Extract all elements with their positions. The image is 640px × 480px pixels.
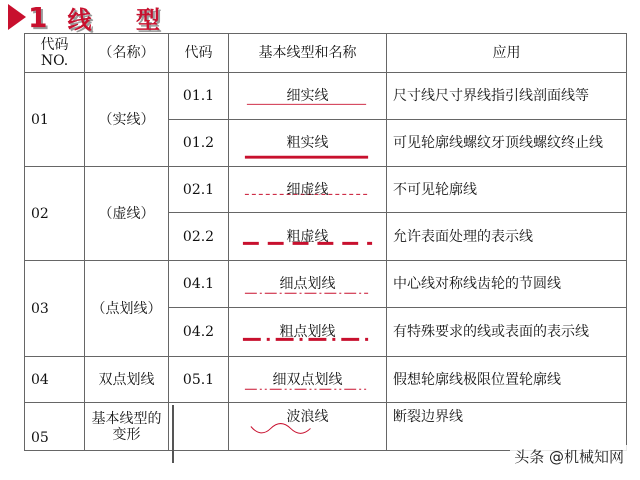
section-title bbox=[2, 0, 178, 34]
group-name: 双点划线 bbox=[85, 357, 169, 403]
header-code-no: 代码NO. bbox=[25, 34, 85, 73]
group-number: 03 bbox=[25, 261, 85, 357]
line-usage: 不可见轮廓线 bbox=[387, 167, 627, 213]
table-row bbox=[25, 167, 627, 213]
header-name: （名称） bbox=[85, 34, 169, 73]
line-code: 02.2 bbox=[169, 213, 229, 261]
section-heading: 线 型 bbox=[67, 5, 178, 34]
line-usage: 允许表面处理的表示线 bbox=[387, 213, 627, 261]
line-code: 02.1 bbox=[169, 167, 229, 213]
line-name: 细虚线 bbox=[286, 181, 329, 198]
line-usage: 中心线对称线齿轮的节圆线 bbox=[387, 261, 627, 308]
line-sample bbox=[229, 357, 387, 403]
arrow-bullet-icon bbox=[8, 4, 26, 30]
header-usage: 应用 bbox=[387, 34, 627, 73]
section-number: 1 bbox=[28, 0, 50, 34]
line-name: 细双点划线 bbox=[272, 371, 343, 388]
header-line-type: 基本线型和名称 bbox=[229, 34, 387, 73]
line-usage: 可见轮廓线螺纹牙顶线螺纹终止线 bbox=[387, 120, 627, 167]
line-sample bbox=[229, 308, 387, 357]
group-number: 01 bbox=[25, 73, 85, 167]
line-sample bbox=[229, 167, 387, 213]
line-name: 细点划线 bbox=[279, 276, 336, 292]
group-name: （实线） bbox=[85, 73, 169, 167]
line-usage: 尺寸线尺寸界线指引线剖面线等 bbox=[387, 73, 627, 120]
line-usage: 有特殊要求的线或表面的表示线 bbox=[387, 308, 627, 357]
line-usage: 假想轮廓线极限位置轮廓线 bbox=[387, 357, 627, 403]
table-header-row bbox=[25, 34, 627, 73]
line-name: 细实线 bbox=[286, 88, 329, 104]
line-sample bbox=[229, 120, 387, 167]
line-sample bbox=[229, 213, 387, 261]
table-row bbox=[25, 357, 627, 403]
line-code: 01.1 bbox=[169, 73, 229, 120]
line-sample bbox=[229, 261, 387, 308]
group-number: 02 bbox=[25, 167, 85, 261]
line-code: 04.1 bbox=[169, 261, 229, 308]
group-name: 基本线型的变形 bbox=[85, 403, 169, 451]
group-number: 04 bbox=[25, 357, 85, 403]
line-name: 粗实线 bbox=[286, 135, 329, 151]
table-row bbox=[25, 73, 627, 120]
line-code: 05.1 bbox=[169, 357, 229, 403]
watermark: 头条 @机械知网 bbox=[510, 445, 628, 468]
header-code: 代码 bbox=[169, 34, 229, 73]
group-name: （点划线） bbox=[85, 261, 169, 357]
line-usage: 断裂边界线 bbox=[387, 403, 627, 451]
line-code bbox=[169, 403, 229, 451]
line-sample bbox=[229, 403, 387, 451]
group-name: （虚线） bbox=[85, 167, 169, 261]
divider bbox=[172, 405, 174, 463]
line-code: 01.2 bbox=[169, 120, 229, 167]
table-row bbox=[25, 403, 627, 451]
line-type-table bbox=[24, 33, 627, 451]
line-sample bbox=[229, 73, 387, 120]
group-number: 05 bbox=[25, 403, 85, 451]
line-name: 波浪线 bbox=[286, 409, 329, 425]
table-row bbox=[25, 261, 627, 308]
line-name: 粗虚线 bbox=[286, 228, 329, 245]
line-name: 粗点划线 bbox=[279, 324, 336, 340]
line-code: 04.2 bbox=[169, 308, 229, 357]
